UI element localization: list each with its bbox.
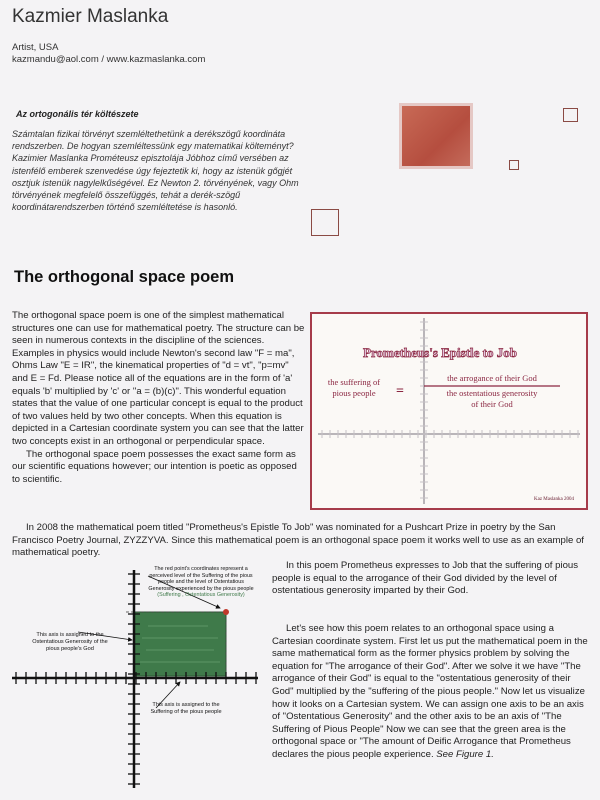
red-point (223, 609, 229, 615)
hungarian-body: Számtalan fizikai törvényt szemléltethetünk a derékszögű koordináta rendszerben. De hogyan szemléltessünk egy matematikai költeményt? Kazimier Maslanka Prométeusz episztolája Jóbhoz című versében az istenfélő emberek szenvedése úgy fejeztetik ki, hogy az istenük gőgjét osztjuk istenük nagylelkűségével. Ez Newton 2. törvényének, vagy Ohm törvényének megfelelő összefüggés, tehát a derék-szögű koordinátarendszerben történő szemléltetése is hasonló. (12, 129, 299, 213)
decorative-medium-square (311, 209, 339, 236)
paragraph-4: In this poem Prometheus expresses to Job that the suffering of pious people is equal to the arrogance of their God divided by the level of ostentatious generosity imparted by their God. (272, 560, 579, 597)
figure-denominator-line2: of their God (471, 399, 513, 409)
figure-signature: Kaz Maslanka 2004 (534, 497, 574, 502)
article-heading: The orthogonal space poem (14, 268, 235, 286)
paragraph-3: In 2008 the mathematical poem titled "Prometheus's Epistle To Job" was nominated for a Pushcart Prize in poetry by the San Francisco Poetry Journal, ZYZZYVA. Since this mathematical poem is an orthogonal space poem it works well to use as an example of mathematical poetry. (12, 522, 584, 559)
author-contact: kazmandu@aol.com / www.kazmaslanka.com (12, 54, 206, 65)
author-name: Kazmier Maslanka (12, 6, 169, 27)
figure-denominator-line1: the ostentatious generosity (446, 388, 538, 398)
orthogonal-green-area (134, 612, 226, 676)
paragraph-1: The orthogonal space poem is one of the simplest mathematical structures one can use for mathematical poetry. The structure can be seen in numerous contexts in the discipline of the sciences. Examples in physics would include Newton's second law "F = ma", Ohms Law "E = IR", the kinematical properties of "d = vt", "p=mv" and E = Fd. Please notice all of the equations are in the form of 'a' equals 'b' multiplied by 'c' or "a = (b)(c)". This wonderful equation states that the value of one particular concept is equal to the product of two values held by two other concepts. When this equation is depicted in a Cartesian coordinate system you can see that the latter two concepts exist in an orthogonal or perpendicular space. (12, 310, 305, 447)
paragraph-2: The orthogonal space poem possesses the exact same form as our scientific equations however; our intention is poetic as opposed to scientific. (12, 448, 297, 485)
caption-top-text: The red point's coordinates represent a perceived level of the Suffering of the pious people and the level of Ostentatious Generosity experienced by the pious people (148, 566, 254, 592)
paragraph-5 (272, 623, 590, 762)
figure-lhs-line2: pious people (332, 388, 376, 398)
coordinate-diagram-graphic (8, 566, 264, 794)
decorative-red-square (402, 106, 470, 166)
see-figure-ref: See Figure 1. (436, 748, 494, 760)
figure-lhs-line1: the suffering of (327, 377, 381, 387)
decorative-small-square (563, 108, 578, 122)
decorative-tiny-square (509, 160, 519, 170)
hungarian-title: Az ortogonális tér költészete (16, 109, 139, 119)
figure-coordinate-diagram (8, 566, 264, 794)
author-role: Artist, USA (12, 42, 59, 53)
caption-left: This axis is assigned to the Ostentatious Generosity of the pious people's God (32, 632, 108, 652)
figure-equals: = (396, 384, 404, 399)
paragraph-5-text: Let's see how this poem relates to an orthogonal space using a Cartesian coordinate system. First let us put the mathematical poem in the same mathematical form as the former physics problem by solving the equation for "The arrogance of their God". After we solve it we have "The arrogance of their God" is equal to the "ostentatious generosity of their God" multiplied by the "suffering of the pious people." Now let us visualize how it looks on a Cartesian system. We can assign one axis to be an axis of "Ostentatious Generosity" and the other axis to be an axis of "The Suffering of Pious People" Now we can see that the green area is the orthogonal space or "The amount of Deific Arrogance that Prometheus declares the pious people experience. (272, 623, 588, 760)
caption-top-coords: (Suffering , Ostentatious Generosity) (157, 592, 245, 599)
figure-numerator: the arrogance of their God (447, 373, 537, 383)
figure-title: Prometheus's Epistle to Job (363, 345, 517, 360)
caption-bottom: This axis is assigned to the Suffering of the pious people (150, 702, 222, 715)
figure-epistle-graphic (312, 314, 586, 508)
caption-top (146, 566, 256, 599)
article-left-column (12, 310, 307, 486)
figure-epistle (310, 312, 588, 510)
